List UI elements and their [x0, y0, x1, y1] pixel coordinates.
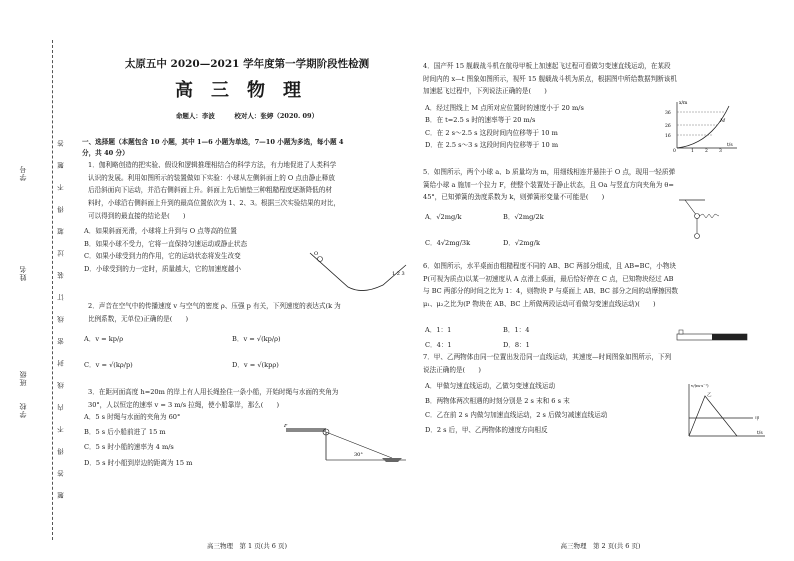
page-1	[82, 0, 412, 561]
figure-q7-vt-graph	[677, 380, 769, 442]
q2-option-a: A．v = kp/ρ	[84, 335, 124, 343]
svg-text:16: 16	[665, 134, 671, 139]
q2-line: 比例系数，无单位)正确的是( )	[88, 314, 189, 323]
q6-option-d: D．8：1	[503, 341, 530, 349]
q6-option-a: A．1：1	[425, 326, 452, 334]
svg-text:1: 1	[691, 149, 694, 152]
svg-text:3: 3	[719, 149, 722, 152]
q1o-line: B．如果小球不受力，它将一直保持匀速运动或静止状态	[84, 239, 248, 248]
q6-line: P(可视为质点)以某一初速度从 A 点滑上桌面，最后恰好停在 C 点，已知物块经过 AB	[423, 274, 674, 283]
seal-char: 超	[57, 228, 65, 235]
q4o-line: B．在 t=2.5 s 时的速率等于 20 m/s	[425, 116, 536, 125]
q7o-line: C．乙在前 2 s 内做匀加速直线运动，2 s 后做匀减速直线运动	[425, 411, 608, 420]
section-heading: 一、选择题（本题包含 10 小题，其中 1—6 小题为单选，7—10 小题为多选，每小题 4	[82, 138, 344, 146]
seal-char: 线	[57, 382, 65, 389]
seal-char: 过	[57, 250, 65, 257]
q3-line: 3．在距河面高度 h=20m 的岸上有人用长绳拴住一条小船，开始时绳与水面的夹角为	[88, 388, 339, 396]
q4-line: 时间内的 x—t 图象如图所示，视歼 15 舰载战斗机为质点，根据图中所给数据判断该机	[423, 74, 677, 83]
seal-char: 密	[57, 338, 65, 345]
q5-option-b: B．√2mg/2k	[503, 213, 544, 221]
seal-char: 内	[57, 404, 65, 411]
q1-line: 可以得到的最直接的结论是( )	[88, 211, 186, 220]
svg-text:26: 26	[665, 124, 671, 129]
q6-line: 与 BC 两部分的时间之比为 1：4，则物块 P 与桌面上 AB、BC 部分之间的动摩擦因数	[423, 287, 678, 296]
q3o-line: B．5 s 后小船前进了 15 m	[84, 428, 166, 437]
q1-line: 1．伽利略创造的把实验、假设和逻辑推理相结合的科学方法，有力地促进了人类科学	[88, 161, 337, 169]
seal-char: 封	[57, 360, 65, 367]
seal-char: 装	[57, 272, 65, 279]
q7-line: 说法正确的是( )	[423, 365, 481, 374]
q7o-line: D．2 s 后，甲、乙两物体的速度方向相反	[425, 426, 548, 435]
svg-text:O: O	[314, 251, 319, 257]
figure-q6-table	[675, 328, 755, 344]
binding-margin	[0, 0, 65, 561]
figure-q4-xt-graph	[661, 98, 741, 152]
q5-line: 5．如图所示，两个小球 a、b 质量均为 m，用细线相连并悬挂于 O 点，现用一轻质弹	[423, 168, 676, 176]
q4-line: 加速起飞过程中，下列说法正确的是( )	[423, 87, 547, 96]
seal-char: 线	[57, 316, 65, 323]
q5-option-d: D．√2mg/k	[503, 239, 540, 247]
figure-q1-ramp	[308, 247, 408, 295]
seal-char: 题	[57, 162, 65, 169]
svg-text:M: M	[720, 118, 726, 124]
q1-line: 后沿斜面向下运动，并沿右侧斜面上升。斜面上先后铺垫三种粗糙程度逐渐降低的材	[88, 186, 332, 195]
svg-text:甲: 甲	[755, 417, 760, 422]
q3o-line: A．5 s 时绳与水面的夹角为 60°	[84, 413, 181, 421]
page-1-footer: 高三物理 第 1 页(共 6 页)	[206, 542, 288, 550]
q1o-line: D．小球受到的力一定时，质量越大，它的加速度越小	[84, 265, 241, 274]
q4-line: 4．国产歼 15 舰载战斗机在航母甲板上加速起飞过程可看做匀变速直线运动，在某段	[423, 62, 671, 70]
figure-q3-boat	[282, 424, 410, 466]
name-label: 姓名	[19, 265, 27, 281]
q4o-line: D．在 2.5 s～3 s 这段时间内位移等于 10 m	[425, 140, 559, 149]
svg-text:t/s: t/s	[757, 431, 763, 436]
svg-text:乙: 乙	[707, 393, 712, 398]
svg-text:x/m: x/m	[679, 101, 688, 106]
seal-char: 得	[57, 206, 65, 213]
q7-line: 7．甲、乙两物体由同一位置出发沿同一直线运动，其速度—时间图象如图所示，下列	[423, 353, 672, 361]
q5-option-c: C．4√2mg/3k	[425, 239, 471, 247]
seal-char: 题	[57, 492, 65, 499]
q1-line: 料时，小球沿右侧斜面上升到的最高位置依次为 1、2、3。根据三次实验结果的对比，	[88, 199, 341, 208]
q3-line: 30°，人以恒定的速率 v = 3 m/s 拉绳，使小船靠岸，那么( )	[88, 400, 280, 409]
section-heading-cont: 分，共 40 分）	[82, 149, 129, 157]
q6-option-b: B．1：4	[503, 326, 530, 334]
school-class-label: 学校 班级	[19, 370, 27, 418]
seal-char: 得	[57, 448, 65, 455]
q3o-line: D．5 s 时小船到岸边的距离为 15 m	[84, 458, 193, 467]
student-id-label: 学号	[19, 165, 27, 181]
seal-char: 订	[57, 294, 65, 301]
exam-title: 太原五中 2020—2021 学年度第一学期阶段性检测	[124, 58, 370, 70]
seal-char: 答	[57, 140, 65, 147]
page-2-footer: 高三物理 第 2 页(共 6 页)	[560, 542, 641, 550]
q7o-line: B．两物体两次相遇的时刻分别是 2 s 末和 6 s 末	[425, 396, 570, 405]
q2-option-b: B．v = √(kp/ρ)	[232, 335, 281, 343]
seal-char: 不	[57, 426, 65, 433]
page-2	[423, 0, 778, 561]
q1o-line: A．如果斜面光滑，小球将上升到与 O 点等高的位置	[84, 227, 237, 235]
q3-angle-label: 30°	[354, 452, 363, 458]
q4o-line: C．在 2 s～2.5 s 这段时间内位移等于 10 m	[425, 128, 558, 137]
svg-text:t/s: t/s	[727, 143, 733, 148]
q2-option-d: D．v = √(kpρ)	[232, 361, 279, 369]
svg-text:v/(m·s⁻¹): v/(m·s⁻¹)	[691, 383, 709, 388]
q7o-line: A．甲做匀速直线运动，乙做匀变速直线运动	[425, 382, 556, 390]
binding-line	[52, 40, 53, 540]
q4o-line: A．经过图线上 M 点所对应位置时的速度小于 20 m/s	[425, 104, 584, 112]
figure-q5-balls	[675, 196, 735, 244]
q3-force-label: F	[284, 424, 288, 429]
q2-line: 2．声音在空气中的传播速度 v 与空气的密度 ρ、压强 p 有关，下列速度的表达式(k 为	[88, 302, 341, 310]
svg-text:36: 36	[665, 111, 671, 116]
subject-title: 高三物理	[175, 80, 319, 101]
seal-char: 不	[57, 184, 65, 191]
authors-line: 命题人：李波 校对人：张婷（2020. 09）	[175, 112, 319, 120]
q6-option-c: C．4：1	[425, 341, 452, 349]
q5-line: 45°，已知弹簧的劲度系数为 k，则弹簧形变量不可能是( )	[423, 193, 605, 202]
q5-line: 簧给小球 a 施加一个拉力 F，使整个装置处于静止状态，且 Oa 与竖直方向夹角为 θ=	[423, 180, 674, 189]
seal-char: 答	[57, 470, 65, 477]
q6-line: μ₁、μ₂之比为(P 物块在 AB、BC 上所做两段运动可看做匀变速直线运动)( )	[423, 300, 656, 309]
svg-text:2: 2	[705, 149, 708, 152]
svg-text:0: 0	[673, 149, 676, 152]
q1o-line: C．如果小球受到力的作用，它的运动状态将发生改变	[84, 252, 241, 261]
q1-line: 认识的发展。利用如图所示的装置做如下实验：小球从左侧斜面上的 O 点由静止释放	[88, 173, 335, 182]
q6-line: 6．如图所示，水平桌面由粗糙程度不同的 AB、BC 两部分组成，且 AB=BC，小物块	[423, 262, 677, 270]
q2-option-c: C．v = √(kρ/p)	[84, 361, 133, 369]
q5-option-a: A．√2mg/k	[425, 213, 462, 221]
svg-text:1 2 3: 1 2 3	[392, 271, 405, 277]
q3o-line: C．5 s 时小船的速率为 4 m/s	[84, 443, 174, 452]
